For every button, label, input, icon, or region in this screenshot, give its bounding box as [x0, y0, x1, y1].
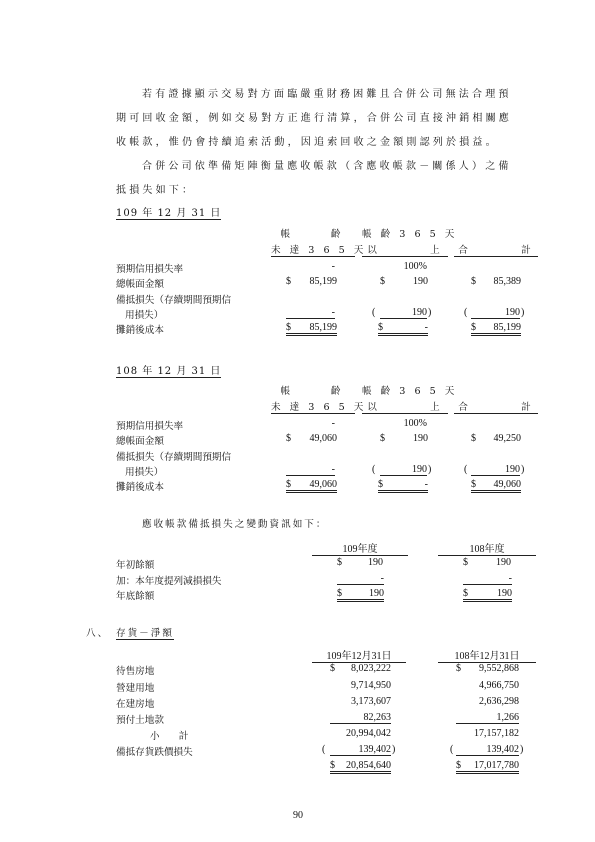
movement-h109: 109年度	[312, 540, 408, 556]
inventory-row-0-v2: 9,552,868	[479, 663, 519, 674]
movement-row-0-d1: $	[337, 557, 342, 568]
table109-h2a: 帳 齡 3 6 5 天	[362, 229, 458, 240]
table109-h1b: 未 達 3 6 5 天	[271, 242, 355, 257]
table109-amort-c3: 85,199	[493, 322, 521, 333]
intro-line-2: 期可回收金額，例如交易對方正進行清算，合併公司直接沖銷相關應	[116, 113, 512, 124]
inventory-row-5-label: 備抵存貨跌價損失	[116, 747, 193, 758]
inventory-row-2-v2: 2,636,298	[479, 696, 519, 707]
inventory-row-5-v2: 139,402	[456, 744, 519, 756]
table108-amort-c3-box	[471, 479, 521, 493]
movement-row-2-v2-box	[463, 588, 512, 602]
table109-allow-c3: 190	[471, 307, 520, 319]
movement-title: 應收帳款備抵損失之變動資訊如下：	[142, 519, 328, 530]
table108-amort-c3: 49,060	[493, 479, 521, 490]
movement-row-2-d1: $	[337, 588, 342, 599]
movement-row-2-label: 年底餘額	[116, 591, 155, 602]
table108-h3: 合 計	[454, 399, 538, 414]
table108-gross-c3: 49,250	[493, 433, 521, 444]
table108-allow-c2: 190	[380, 464, 427, 476]
table108-allow-label: 用損失）	[125, 467, 164, 478]
intro-line-1: 若有證據顯示交易對方面臨嚴重財務困難且合併公司無法合理預	[142, 89, 512, 100]
inventory-row-0-d1: $	[330, 663, 335, 674]
inventory-row-6-d2: $	[456, 760, 461, 771]
table108-allow-c3-paren-close: )	[521, 464, 525, 475]
movement-row-0-d2: $	[463, 557, 468, 568]
table108-h1b: 未 達 3 6 5 天	[271, 399, 355, 414]
table108-rate-c1: -	[331, 418, 335, 429]
table108-amort-c2: -	[424, 479, 428, 490]
table109-amort-c3-box	[471, 322, 521, 336]
table108-rate-label: 預期信用損失率	[116, 421, 184, 432]
inventory-row-3-v1: 82,263	[330, 712, 391, 724]
intro-line-5: 抵損失如下：	[116, 185, 196, 196]
table108-gross-c2: 190	[413, 433, 428, 444]
table109-gross-c3d: $	[471, 276, 476, 287]
inventory-row-0-v1: 8,023,222	[351, 663, 391, 674]
table109-rate-c2: 100%	[403, 261, 427, 272]
movement-row-0-v2: 190	[496, 557, 511, 568]
table108-allow-c2-paren-close: )	[428, 464, 432, 475]
movement-row-2-v2: 190	[497, 588, 512, 599]
inventory-row-5-v1-paren-open: (	[322, 744, 326, 755]
table108-gross-c3d: $	[471, 433, 476, 444]
movement-row-2-d2: $	[463, 588, 468, 599]
table108-allow-label1: 備抵損失（存續期間預期信	[116, 452, 232, 463]
table108-amort-c1: 49,060	[309, 479, 337, 490]
table109-allow-c3-paren-close: )	[521, 307, 525, 318]
table109-h1a: 帳 齡	[280, 229, 344, 240]
table109-gross-c2d: $	[380, 276, 385, 287]
table108-allow-c3: 190	[471, 464, 520, 476]
table108-h2a: 帳 齡 3 6 5 天	[362, 386, 458, 397]
inventory-row-1-v1: 9,714,950	[351, 680, 391, 691]
inventory-row-5-v2-paren-open: (	[450, 744, 454, 755]
movement-row-0-label: 年初餘額	[116, 560, 155, 571]
inventory-heading: 存貨－淨額	[116, 625, 174, 640]
movement-h108: 108年度	[438, 540, 536, 556]
inventory-row-4-v1: 20,994,042	[346, 728, 391, 739]
table109-allow-c2-paren-close: )	[428, 307, 432, 318]
table109-allow-c1: -	[286, 307, 335, 319]
table108-amort-c1-box	[286, 479, 337, 493]
table108-gross-c2d: $	[380, 433, 385, 444]
movement-row-2-v1: 190	[369, 588, 384, 599]
inventory-row-6-v1: 20,854,640	[346, 760, 391, 771]
table108-date: 108 年 12 月 31 日	[116, 362, 221, 378]
table109-allow-c3-paren-open: (	[464, 307, 468, 318]
table109-amort-c1d: $	[286, 322, 291, 333]
table108-rate-c2: 100%	[403, 418, 427, 429]
inventory-row-4-label: 小 計	[150, 731, 189, 742]
table109-amort-c2-box	[378, 322, 428, 336]
inventory-row-5-v1: 139,402	[330, 744, 391, 756]
table109-allow-c2-paren-open: (	[372, 307, 376, 318]
table109-rate-label: 預期信用損失率	[116, 264, 184, 275]
table109-date: 109 年 12 月 31 日	[116, 204, 221, 220]
table109-h2b: 以 上	[362, 242, 448, 257]
table108-amort-c2d: $	[378, 479, 383, 490]
table108-gross-label: 總帳面金額	[116, 436, 164, 447]
inventory-row-5-v2-paren-close: )	[520, 744, 524, 755]
intro-line-4: 合併公司依準備矩陣衡量應收帳款（含應收帳款－關係人）之備	[142, 161, 512, 172]
movement-row-1-v1: -	[337, 573, 384, 585]
inventory-row-3-v2: 1,266	[456, 712, 519, 724]
table109-rate-c1: -	[331, 261, 335, 272]
movement-row-0-v1: 190	[368, 557, 383, 568]
intro-line-3: 收帳款，惟仍會持續追索活動，因追索回收之金額則認列於損益。	[116, 137, 499, 148]
table108-allow-c3-paren-open: (	[464, 464, 468, 475]
inventory-row-1-v2: 4,966,750	[479, 680, 519, 691]
inventory-row-1-label: 營建用地	[116, 683, 155, 694]
page-number: 90	[293, 810, 303, 821]
table109-gross-c1: 85,199	[309, 276, 337, 287]
movement-row-1-label: 加：本年度提列減損損失	[116, 576, 222, 587]
inventory-row-6-v1-box	[330, 760, 391, 774]
table109-amort-c1-box	[286, 322, 337, 336]
table108-allow-c1: -	[286, 464, 335, 476]
movement-row-2-v1-box	[337, 588, 384, 602]
inventory-row-0-label: 待售房地	[116, 666, 155, 677]
table109-allow-label1: 備抵損失（存續期間預期信	[116, 295, 232, 306]
movement-row-1-v2: -	[463, 573, 512, 585]
inventory-row-2-label: 在建房地	[116, 699, 155, 710]
inventory-row-0-d2: $	[456, 663, 461, 674]
table109-amort-c2d: $	[378, 322, 383, 333]
table108-amort-label: 攤銷後成本	[116, 482, 164, 493]
table109-amort-label: 攤銷後成本	[116, 325, 164, 336]
inventory-heading-num: 八、	[86, 628, 110, 639]
table109-gross-c1d: $	[286, 276, 291, 287]
table109-gross-c2: 190	[413, 276, 428, 287]
table109-amort-c2: -	[424, 322, 428, 333]
table108-gross-c1d: $	[286, 433, 291, 444]
inventory-row-2-v1: 3,173,607	[351, 696, 391, 707]
table109-gross-label: 總帳面金額	[116, 279, 164, 290]
inventory-row-4-v2: 17,157,182	[474, 728, 519, 739]
table108-allow-c2-paren-open: (	[372, 464, 376, 475]
table109-allow-c2: 190	[380, 307, 427, 319]
table108-amort-c1d: $	[286, 479, 291, 490]
inventory-row-3-label: 預付土地款	[116, 715, 164, 726]
inventory-row-6-v2: 17,017,780	[474, 760, 519, 771]
inventory-h108: 108年12月31日	[438, 647, 536, 663]
table108-amort-c3d: $	[471, 479, 476, 490]
inventory-row-6-d1: $	[330, 760, 335, 771]
table109-amort-c1: 85,199	[309, 322, 337, 333]
table108-amort-c2-box	[378, 479, 428, 493]
table109-h3: 合 計	[454, 242, 538, 257]
table109-amort-c3d: $	[471, 322, 476, 333]
table108-h2b: 以 上	[362, 399, 448, 414]
inventory-h109: 109年12月31日	[312, 647, 406, 663]
table109-gross-c3: 85,389	[493, 276, 521, 287]
table108-h1a: 帳 齡	[280, 386, 344, 397]
table108-gross-c1: 49,060	[309, 433, 337, 444]
table109-allow-label: 用損失）	[125, 310, 164, 321]
inventory-row-6-v2-box	[456, 760, 519, 774]
inventory-row-5-v1-paren-close: )	[392, 744, 396, 755]
